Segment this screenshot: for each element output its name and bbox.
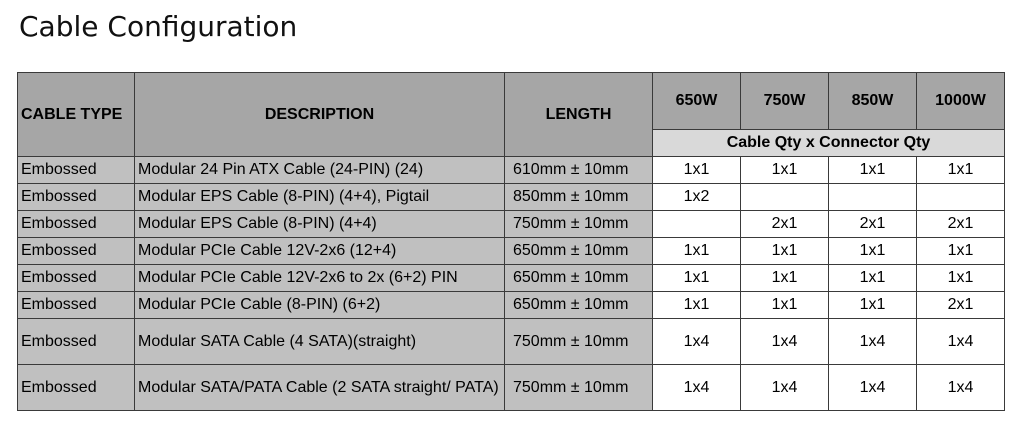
cell-qty-750w: 1x1 xyxy=(741,265,829,292)
cell-qty-850w xyxy=(829,184,917,211)
cell-length: 750mm ± 10mm xyxy=(505,319,653,365)
cell-qty-1000w: 2x1 xyxy=(917,211,1005,238)
table-row xyxy=(18,365,1005,411)
cell-qty-850w: 1x4 xyxy=(829,319,917,365)
cable-configuration-table xyxy=(17,72,1005,411)
header-wattage-1000w: 1000W xyxy=(917,73,1005,130)
cell-qty-850w: 1x1 xyxy=(829,292,917,319)
cell-description: Modular PCIe Cable (8-PIN) (6+2) xyxy=(135,292,505,319)
table-row xyxy=(18,157,1005,184)
header-wattage-850w: 850W xyxy=(829,73,917,130)
cell-cable-type: Embossed xyxy=(18,292,135,319)
cell-qty-750w: 1x1 xyxy=(741,292,829,319)
header-length: LENGTH xyxy=(505,73,653,157)
page-title: Cable Configuration xyxy=(19,10,298,43)
cell-length: 850mm ± 10mm xyxy=(505,184,653,211)
cell-qty-650w: 1x1 xyxy=(653,157,741,184)
cell-cable-type: Embossed xyxy=(18,211,135,238)
cell-qty-750w: 1x1 xyxy=(741,157,829,184)
cell-qty-650w: 1x4 xyxy=(653,319,741,365)
cell-description: Modular EPS Cable (8-PIN) (4+4) xyxy=(135,211,505,238)
cell-cable-type: Embossed xyxy=(18,238,135,265)
cell-description: Modular SATA/PATA Cable (2 SATA straight/ PATA) xyxy=(135,365,505,411)
cell-qty-1000w: 1x4 xyxy=(917,365,1005,411)
table-row xyxy=(18,319,1005,365)
cell-qty-750w: 1x1 xyxy=(741,238,829,265)
header-row xyxy=(18,73,1005,130)
cell-qty-750w: 2x1 xyxy=(741,211,829,238)
cell-qty-650w: 1x2 xyxy=(653,184,741,211)
cell-qty-750w xyxy=(741,184,829,211)
table-row xyxy=(18,211,1005,238)
cell-qty-650w: 1x1 xyxy=(653,238,741,265)
cell-qty-1000w: 1x1 xyxy=(917,157,1005,184)
table-row xyxy=(18,184,1005,211)
cell-qty-750w: 1x4 xyxy=(741,365,829,411)
cell-description: Modular 24 Pin ATX Cable (24-PIN) (24) xyxy=(135,157,505,184)
cell-cable-type: Embossed xyxy=(18,265,135,292)
header-wattage-650w: 650W xyxy=(653,73,741,130)
header-wattage-750w: 750W xyxy=(741,73,829,130)
cell-qty-1000w xyxy=(917,184,1005,211)
cell-length: 650mm ± 10mm xyxy=(505,238,653,265)
cell-length: 650mm ± 10mm xyxy=(505,265,653,292)
cell-qty-850w: 1x4 xyxy=(829,365,917,411)
cell-qty-750w: 1x4 xyxy=(741,319,829,365)
cell-qty-650w: 1x1 xyxy=(653,265,741,292)
cell-qty-1000w: 1x4 xyxy=(917,319,1005,365)
header-cable-type: CABLE TYPE xyxy=(18,73,135,157)
cell-description: Modular PCIe Cable 12V-2x6 to 2x (6+2) PIN xyxy=(135,265,505,292)
cell-qty-850w: 1x1 xyxy=(829,157,917,184)
cell-cable-type: Embossed xyxy=(18,157,135,184)
cell-length: 750mm ± 10mm xyxy=(505,365,653,411)
cell-qty-650w: 1x1 xyxy=(653,292,741,319)
cell-qty-850w: 2x1 xyxy=(829,211,917,238)
cell-length: 650mm ± 10mm xyxy=(505,292,653,319)
cell-qty-850w: 1x1 xyxy=(829,238,917,265)
cell-length: 610mm ± 10mm xyxy=(505,157,653,184)
cell-qty-850w: 1x1 xyxy=(829,265,917,292)
cell-qty-1000w: 1x1 xyxy=(917,265,1005,292)
table-row xyxy=(18,265,1005,292)
cell-length: 750mm ± 10mm xyxy=(505,211,653,238)
cell-qty-1000w: 2x1 xyxy=(917,292,1005,319)
table-row xyxy=(18,238,1005,265)
cell-description: Modular PCIe Cable 12V-2x6 (12+4) xyxy=(135,238,505,265)
cell-cable-type: Embossed xyxy=(18,365,135,411)
cell-qty-1000w: 1x1 xyxy=(917,238,1005,265)
cell-qty-650w: 1x4 xyxy=(653,365,741,411)
cell-description: Modular EPS Cable (8-PIN) (4+4), Pigtail xyxy=(135,184,505,211)
header-qty-subtitle: Cable Qty x Connector Qty xyxy=(653,130,1005,157)
cell-description: Modular SATA Cable (4 SATA)(straight) xyxy=(135,319,505,365)
cell-cable-type: Embossed xyxy=(18,319,135,365)
cell-cable-type: Embossed xyxy=(18,184,135,211)
cell-qty-650w xyxy=(653,211,741,238)
table-row xyxy=(18,292,1005,319)
header-description: DESCRIPTION xyxy=(135,73,505,157)
